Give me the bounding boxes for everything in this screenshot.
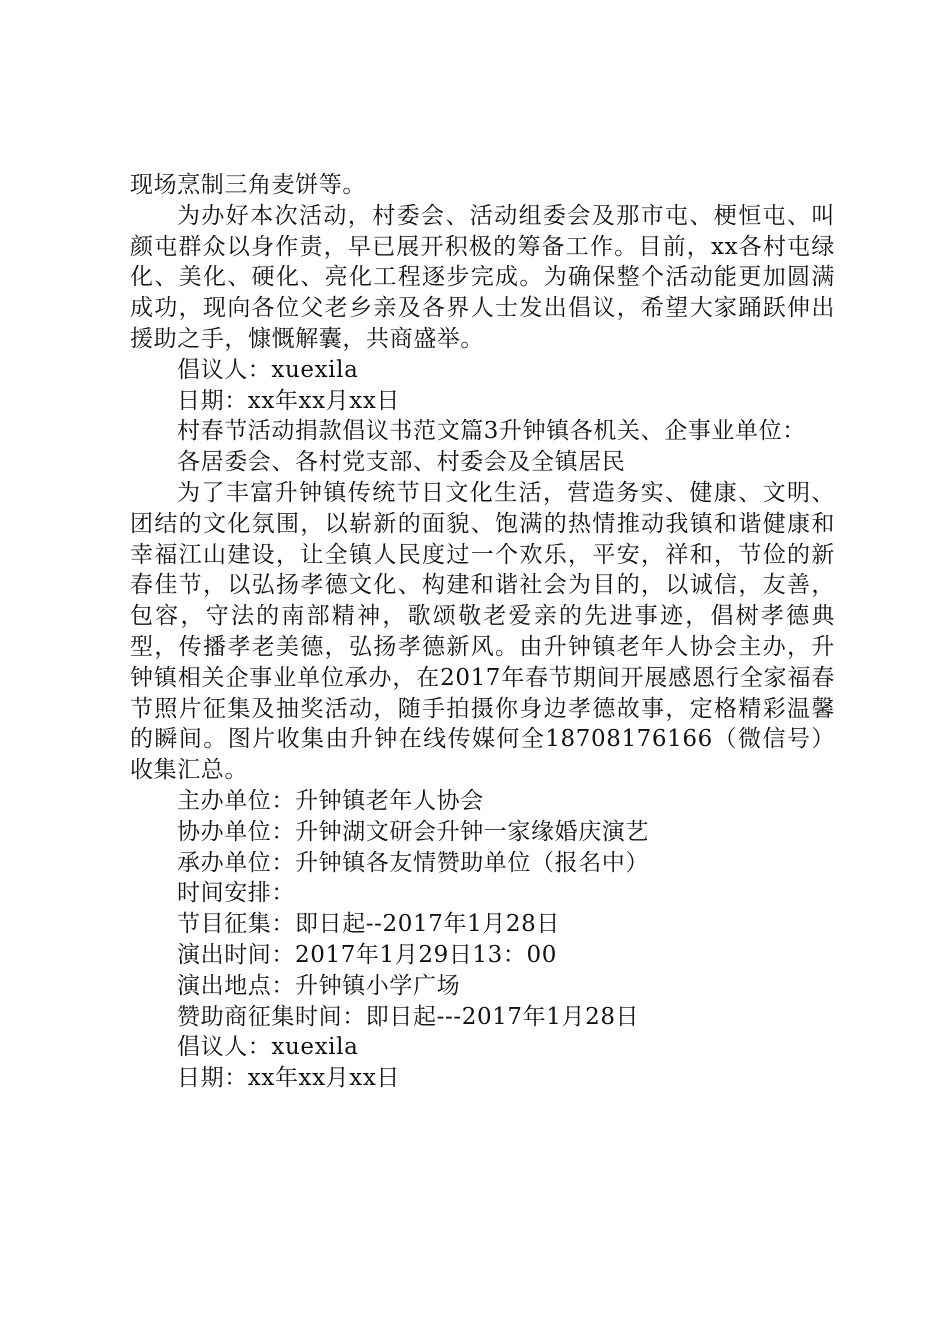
- paragraph-schedule-title: 时间安排：: [177, 880, 295, 907]
- paragraph-addressees: 各居委会、各村党支部、村委会及全镇居民: [177, 449, 626, 476]
- paragraph-continuation: 现场烹制三角麦饼等。: [130, 172, 366, 198]
- paragraph-proposer: 倡议人：xuexila: [177, 1034, 359, 1061]
- paragraph-undertaker: 承办单位：升钟镇各友情赞助单位（报名中）: [177, 849, 649, 876]
- paragraph-program-collection: 节目征集：即日起--2017年1月28日: [177, 911, 560, 938]
- paragraph-preparation: 为办好本次活动，村委会、活动组委会及那市屯、梗恒屯、叫颜屯群众以身作责，早已展开积极的筹备工作。目前，xx各村屯绿化、美化、硬化、亮化工程逐步完成。为确保整个活动能更加圆满成功，现向各位父老乡亲及各界人士发出倡议，希望大家踊跃伸出援助之手，慷慨解囊，共商盛举。: [130, 202, 835, 352]
- paragraph-performance-time: 演出时间：2017年1月29日13：00: [177, 941, 557, 968]
- paragraph-section-heading: 村春节活动捐款倡议书范文篇3升钟镇各机关、企事业单位：: [177, 418, 806, 445]
- paragraph-date: 日期：xx年xx月xx日: [177, 387, 401, 414]
- paragraph-performance-venue: 演出地点：升钟镇小学广场: [177, 972, 461, 999]
- paragraph-organizer: 主办单位：升钟镇老年人协会: [177, 787, 484, 814]
- paragraph-main-body: 为了丰富升钟镇传统节日文化生活，营造务实、健康、文明、团结的文化氛围，以崭新的面貌、饱满的热情推动我镇和谐健康和幸福江山建设，让全镇人民度过一个欢乐，平安，祥和，节俭的新春佳节，以弘扬孝德文化、构建和谐社会为目的，以诚信，友善，包容，守法的南部精神，歌颂敬老爱亲的先进事迹，倡树孝德典型，传播孝老美德，弘扬孝德新风。由升钟镇老年人协会主办，升钟镇相关企事业单位承办，在2017年春节期间开展感恩行全家福春节照片征集及抽奖活动，随手拍摄你身边孝德故事，定格精彩温馨的瞬间。图片收集由升钟在线传媒何全18708176166（微信号）收集汇总。: [130, 479, 835, 784]
- paragraph-co-organizer: 协办单位：升钟湖文研会升钟一家缘婚庆演艺: [177, 818, 649, 845]
- document-body: [130, 170, 835, 1094]
- paragraph-sponsor-collection: 赞助商征集时间：即日起---2017年1月28日: [177, 1003, 640, 1030]
- paragraph-proposer: 倡议人：xuexila: [177, 356, 359, 383]
- paragraph-date: 日期：xx年xx月xx日: [177, 1065, 401, 1092]
